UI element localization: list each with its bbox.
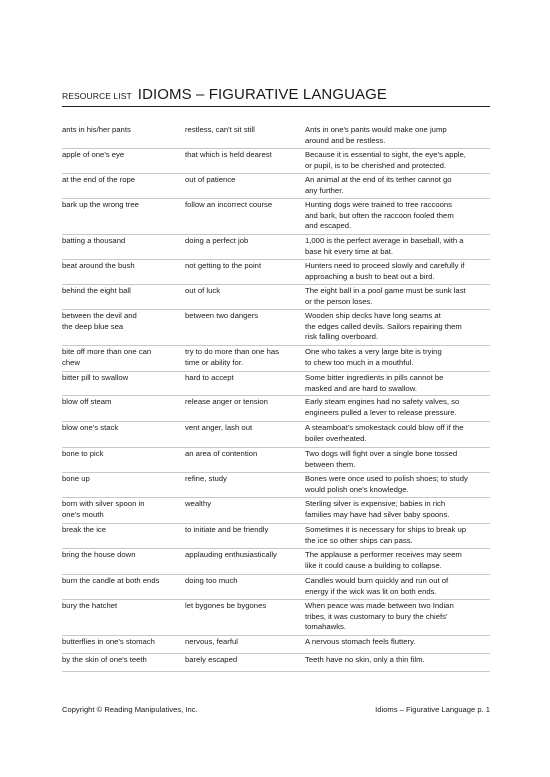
origin-cell: A nervous stomach feels fluttery. (305, 637, 416, 646)
table-row (62, 396, 490, 422)
idiom-cell: between the devil and the deep blue sea (62, 311, 137, 331)
meaning-cell: out of luck (185, 286, 221, 295)
meaning-cell: barely escaped (185, 655, 238, 664)
idiom-cell: beat around the bush (62, 261, 135, 270)
idiom-cell: bone up (62, 474, 90, 483)
idiom-cell: blow off steam (62, 397, 112, 406)
meaning-cell: that which is held dearest (185, 150, 272, 159)
meaning-cell: try to do more than one has time or ability for. (185, 347, 280, 367)
table-row (62, 448, 490, 473)
meaning-cell: follow an incorrect course (185, 200, 273, 209)
idiom-cell: blow one's stack (62, 423, 119, 432)
origin-cell: Hunters need to proceed slowly and carefully if approaching a bush to beat out a bird. (305, 261, 465, 281)
idiom-cell: butterflies in one's stomach (62, 637, 155, 646)
idiom-cell: born with silver spoon in one's mouth (62, 499, 145, 519)
meaning-cell: an area of contention (185, 449, 258, 458)
table-row (62, 174, 490, 199)
idiom-cell: bone to pick (62, 449, 104, 458)
meaning-cell: not getting to the point (185, 261, 262, 270)
idiom-cell: by the skin of one's teeth (62, 655, 147, 664)
origin-cell: Some bitter ingredients in pills cannot be masked and are hard to swallow. (305, 373, 444, 393)
meaning-cell: hard to accept (185, 373, 234, 382)
idiom-cell: bark up the wrong tree (62, 200, 139, 209)
meaning-cell: doing too much (185, 576, 238, 585)
origin-cell: Sterling silver is expensive; babies in rich families may have had silver baby spoons. (305, 499, 450, 519)
origin-cell: 1,000 is the perfect average in baseball, with a base hit every time at bat. (305, 236, 464, 256)
table-row (62, 549, 490, 575)
idiom-cell: bitter pill to swallow (62, 373, 129, 382)
meaning-cell: out of patience (185, 175, 236, 184)
table-row (62, 260, 490, 285)
meaning-cell: refine, study (185, 474, 227, 483)
table-row (62, 285, 490, 310)
idiom-table (62, 124, 490, 672)
idiom-cell: ants in his/her pants (62, 125, 131, 134)
origin-cell: Sometimes it is necessary for ships to break up the ice so other ships can pass. (305, 525, 467, 545)
table-row (62, 473, 490, 498)
origin-cell: A steamboat's smokestack could blow off if the boiler overheated. (305, 423, 464, 443)
origin-cell: The applause a performer receives may seem like it could cause a building to collapse. (305, 550, 462, 570)
meaning-cell: nervous, fearful (185, 637, 238, 646)
table-row (62, 422, 490, 448)
origin-cell: Hunting dogs were trained to tree raccoons and bark, but often the raccoon fooled them and escaped. (305, 200, 454, 231)
page-title: IDIOMS – FIGURATIVE LANGUAGE (137, 86, 388, 103)
idiom-cell: bury the hatchet (62, 601, 118, 610)
meaning-cell: applauding enthusiastically (185, 550, 277, 559)
origin-cell: Bones were once used to polish shoes; to study would polish one's knowledge. (305, 474, 468, 494)
origin-cell: Two dogs will fight over a single bone tossed between them. (305, 449, 458, 469)
meaning-cell: let bygones be bygones (185, 601, 267, 610)
table-row (62, 498, 490, 524)
page-label: Idioms – Figurative Language p. 1 (375, 705, 490, 714)
table-row (62, 149, 490, 174)
origin-cell: The eight ball in a pool game must be sunk last or the person loses. (305, 286, 466, 306)
meaning-cell: restless, can't sit still (185, 125, 255, 134)
idiom-cell: at the end of the rope (62, 175, 136, 184)
page-header (62, 86, 490, 107)
table-row (62, 636, 490, 654)
idiom-cell: apple of one's eye (62, 150, 125, 159)
origin-cell: When peace was made between two Indian tribes, it was customary to bury the chiefs' tomahawks. (305, 601, 454, 632)
idiom-cell: burn the candle at both ends (62, 576, 160, 585)
origin-cell: Candles would burn quickly and run out of energy if the wick was lit on both ends. (305, 576, 449, 596)
meaning-cell: to initiate and be friendly (185, 525, 269, 534)
table-row (62, 654, 490, 672)
origin-cell: Early steam engines had no safety valves, so engineers pulled a lever to release pressure. (305, 397, 460, 417)
meaning-cell: doing a perfect job (185, 236, 249, 245)
origin-cell: Ants in one's pants would make one jump around and be restless. (305, 125, 447, 145)
table-row (62, 310, 490, 346)
meaning-cell: release anger or tension (185, 397, 268, 406)
table-row (62, 346, 490, 372)
meaning-cell: vent anger, lash out (185, 423, 253, 432)
copyright-text: Copyright © Reading Manipulatives, Inc. (62, 705, 198, 714)
origin-cell: Teeth have no skin, only a thin film. (305, 655, 425, 664)
table-row (62, 124, 490, 149)
idiom-cell: behind the eight ball (62, 286, 131, 295)
table-row (62, 372, 490, 396)
meaning-cell: wealthy (185, 499, 212, 508)
idiom-cell: batting a thousand (62, 236, 126, 245)
idiom-cell: break the ice (62, 525, 107, 534)
idiom-cell: bite off more than one can chew (62, 347, 152, 367)
origin-cell: Because it is essential to sight, the eye's apple, or pupil, is to be cherished and protected. (305, 150, 466, 170)
page-footer (62, 705, 490, 714)
table-row (62, 600, 490, 636)
table-row (62, 524, 490, 549)
origin-cell: Wooden ship decks have long seams at the edges called devils. Sailors repairing them risk falling overboard. (305, 311, 462, 342)
resource-list-label: RESOURCE LIST (62, 91, 132, 101)
idiom-cell: bring the house down (62, 550, 136, 559)
table-row (62, 199, 490, 235)
meaning-cell: between two dangers (185, 311, 259, 320)
table-row (62, 575, 490, 600)
origin-cell: An animal at the end of its tether cannot go any further. (305, 175, 452, 195)
origin-cell: One who takes a very large bite is trying to chew too much in a mouthful. (305, 347, 442, 367)
table-row (62, 235, 490, 260)
